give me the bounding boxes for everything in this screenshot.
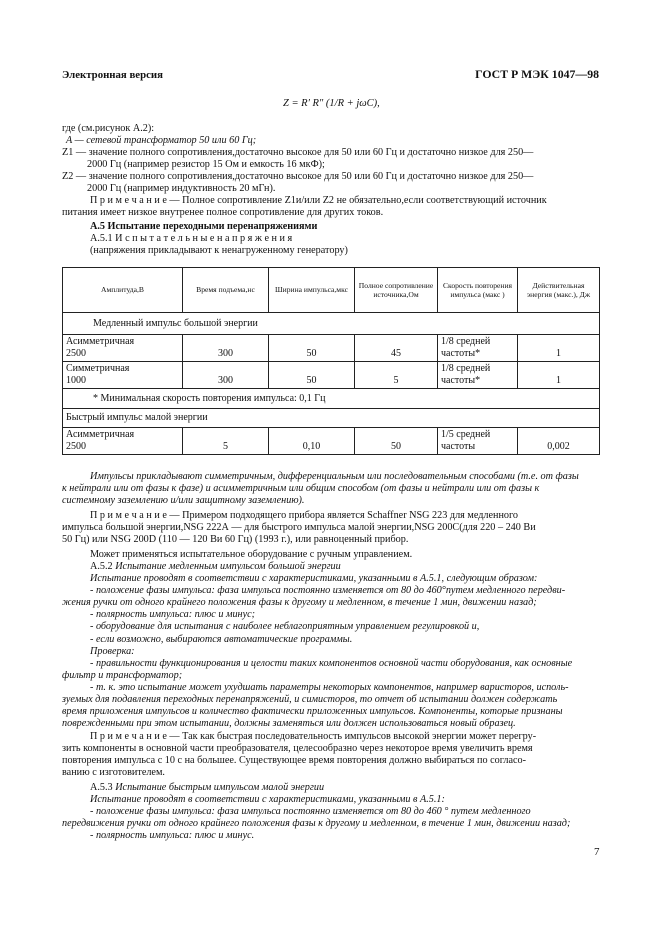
cell-line: Асимметричная: [66, 336, 135, 347]
paragraph-line: - полярность импульса: плюс и минус.: [90, 830, 255, 842]
table-cell: [63, 362, 183, 389]
note-text: 50 Гц) или NSG 200D (110 — 120 Ви 60 Гц) (1993 г.), или равноценный прибор.: [62, 534, 409, 546]
note-label: П р и м е ч а н и е: [90, 510, 167, 521]
table-cell: 5: [355, 362, 438, 389]
paragraph-line: Проверка:: [90, 645, 135, 657]
header-left: Электронная версия: [62, 69, 163, 81]
note-text: — Примером подходящего прибора является Schaffner NSG 223 для медленного: [166, 510, 519, 521]
table-cell: [63, 428, 183, 455]
table-cell: [438, 362, 518, 389]
paragraph-line: передвижения ручки от одного крайнего положения фазы к другому и медленном, в течение 1 мин, движении назад;: [62, 818, 571, 830]
section-number: А.5.3: [90, 782, 113, 793]
paragraph-line: к нейтрали или от фазы к фазе) и асимметричным или общим способом (от фазы и нейтрали или от фазы к: [62, 483, 540, 495]
where-line: Z1 — значение полного сопротивления,достаточно высокое для 50 или 60 Гц и достаточно низкое для 250—: [62, 147, 534, 159]
paragraph-line: Импульсы прикладывают симметричным, дифференциальным или последовательным способами (т.е. от фазы: [90, 471, 579, 482]
section-number: А.5.2: [90, 561, 113, 572]
note-text: ванию с изготовителем.: [62, 767, 165, 779]
paragraph-line: Может применяться испытательное оборудование с ручным управлением.: [90, 549, 413, 560]
note-label: П р и м е ч а н и е: [90, 195, 167, 206]
note-text: — Так как быстрая последовательность импульсов высокой энергии может перегру-: [166, 731, 537, 742]
table-header-cell: Время подъема,нс: [183, 268, 269, 313]
cell-line: 1/8 средней: [441, 363, 491, 374]
cell-line: 1/8 средней: [441, 336, 491, 347]
page-number: 7: [594, 846, 600, 858]
impedance-formula: Z = R′ R″ (1/R + jωC),: [283, 98, 380, 109]
table-header-cell: Полное сопротивление источника,Ом: [355, 268, 438, 313]
where-line: 2000 Гц (например индуктивность 20 мГн).: [87, 183, 276, 195]
section-a52-block: [62, 561, 599, 730]
cell-line: Симметричная: [66, 363, 130, 374]
cell-line: 1/5 средней: [441, 429, 491, 440]
section-a5-heading: А.5 Испытание переходными перенапряжениями: [90, 221, 318, 232]
table-row: [63, 428, 600, 455]
table-row: [63, 362, 600, 389]
section-title: Испытание быстрым импульсом малой энергии: [112, 782, 325, 793]
section-a51-heading: А.5.1 И с п ы т а т е л ь н ы е н а п р я ж е н и я: [90, 233, 293, 245]
table-cell: 300: [183, 362, 269, 389]
section-title: Испытание медленным импульсом большой энергии: [112, 561, 341, 572]
table-row: [63, 335, 600, 362]
table-section-row: [63, 313, 600, 335]
paragraph-line: - если возможно, выбираются автоматические программы.: [90, 633, 353, 645]
cell-line: частоты*: [441, 348, 481, 359]
table-cell: [438, 428, 518, 455]
paragraph-line: системному заземлению и/или защитному заземлению).: [62, 495, 305, 507]
paragraph-line: - положение фазы импульса: фаза импульса постоянно изменяется от 80 до 460 ° путем медленного: [90, 806, 531, 818]
paragraph-line: время приложения импульсов и количество фактически приложенных импульсов. Компоненты, которые признаны: [62, 706, 563, 718]
table-cell: 50: [269, 362, 355, 389]
cell-line: частоты: [441, 441, 476, 452]
note-text: — Полное сопротивление Z1и/или Z2 не обязательно,если соответствующий источник: [166, 195, 547, 206]
paragraph-line: зуемых для подавления переходных перенапряжений, и симисторов, то отчет об испытании должен содержать: [62, 694, 558, 706]
table-cell: 0,002: [518, 428, 600, 455]
note-text: повторения импульса с 10 с на большее. Существующее время повторения должно выбираться по согласо-: [62, 755, 526, 767]
note-label: П р и м е ч а н и е: [90, 731, 167, 742]
table-cell: 1: [518, 362, 600, 389]
paragraph-line: - т. к. это испытание может ухудшать параметры некоторых компонентов, например варисторов, исполь-: [90, 681, 569, 693]
cell-line: Асимметричная: [66, 429, 135, 440]
table-footnote: * Минимальная скорость повторения импульса: 0,1 Гц: [63, 389, 600, 409]
table-cell: 50: [355, 428, 438, 455]
table-header-row: [63, 268, 600, 313]
paragraph-line: Испытание проводят в соответствии с характеристиками, указанными в А.5.1, следующим образом:: [90, 573, 538, 585]
table-section-row: [63, 409, 600, 428]
table-section-label: Медленный импульс большой энергии: [63, 313, 600, 335]
manual-control-line: [62, 549, 599, 561]
paragraph-line: жения ручки от одного крайнего положения фазы к другому и медленном, в течение 1 мин, движении назад;: [62, 597, 537, 609]
table-header-cell: Действительная энергия (макс.), Дж: [518, 268, 600, 313]
note-1: [62, 195, 599, 219]
where-line: где (см.рисунок А.2):: [62, 123, 155, 134]
note-text: зить компоненты в основной части преобразователя, целесообразно через некоторое время увеличить время: [62, 743, 533, 755]
cell-line: 2500: [66, 441, 86, 452]
table-header-cell: Ширина импульса,мкс: [269, 268, 355, 313]
note-text: питания имеет низкое внутренее полное сопротивление для других токов.: [62, 207, 384, 219]
cell-line: 1000: [66, 375, 86, 386]
paragraph-line: поврежденными при этом испытании, должны заменяться или должен использоваться новый образец.: [62, 718, 516, 730]
table-section-label: Быстрый импульс малой энергии: [63, 409, 600, 428]
paragraph-line: - правильности функционирования и целости таких компонентов основной части оборудования, как основные: [90, 657, 573, 669]
test-voltage-table: [62, 267, 600, 455]
table-cell: 300: [183, 335, 269, 362]
table-header-cell: Амплитуда,В: [63, 268, 183, 313]
table-cell: 0,10: [269, 428, 355, 455]
paragraph-line: - полярность импульса: плюс и минус;: [90, 609, 256, 621]
paragraph-line: - положение фазы импульса: фаза импульса постоянно изменяется от 80 до 460°путем медленного передви-: [90, 585, 566, 597]
table-cell: 5: [183, 428, 269, 455]
section-a5-block: [62, 221, 599, 257]
table-cell: 45: [355, 335, 438, 362]
table-cell: [63, 335, 183, 362]
note-text: импульса большой энергии,NSG 222А — для быстрого импульса малой энергии,NSG 200С(для 220 – 240 Ви: [62, 522, 536, 534]
section-a51-subtitle: (напряжения прикладывают к ненагруженному генератору): [90, 245, 348, 257]
table-header-cell: Скорость повторения импульса (макс ): [438, 268, 518, 313]
where-block: [62, 123, 599, 196]
paragraph-line: Испытание проводят в соответствии с характеристиками, указанными в А.5.1:: [90, 794, 445, 806]
where-line: A — сетевой трансформатор 50 или 60 Гц;: [66, 135, 257, 147]
cell-line: частоты*: [441, 375, 481, 386]
note-3: [62, 731, 599, 779]
header-right: ГОСТ Р МЭК 1047—98: [475, 67, 599, 81]
where-line: 2000 Гц (например резистор 15 Ом и емкость 16 мкФ);: [87, 159, 325, 171]
paragraph-line: - оборудование для испытания с наиболее неблагоприятным управлением регулировкой и,: [90, 621, 480, 633]
table-cell: 1: [518, 335, 600, 362]
table-footnote-row: [63, 389, 600, 409]
pulse-application-paragraph: [62, 471, 599, 507]
note-2: [62, 510, 599, 546]
paragraph-line: фильтр и трансформатор;: [62, 669, 183, 681]
where-line: Z2 — значение полного сопротивления,достаточно высокое для 50 или 60 Гц и достаточно низкое для 250—: [62, 171, 534, 183]
section-a53-block: [62, 782, 599, 842]
cell-line: 2500: [66, 348, 86, 359]
table-cell: 50: [269, 335, 355, 362]
table-cell: [438, 335, 518, 362]
